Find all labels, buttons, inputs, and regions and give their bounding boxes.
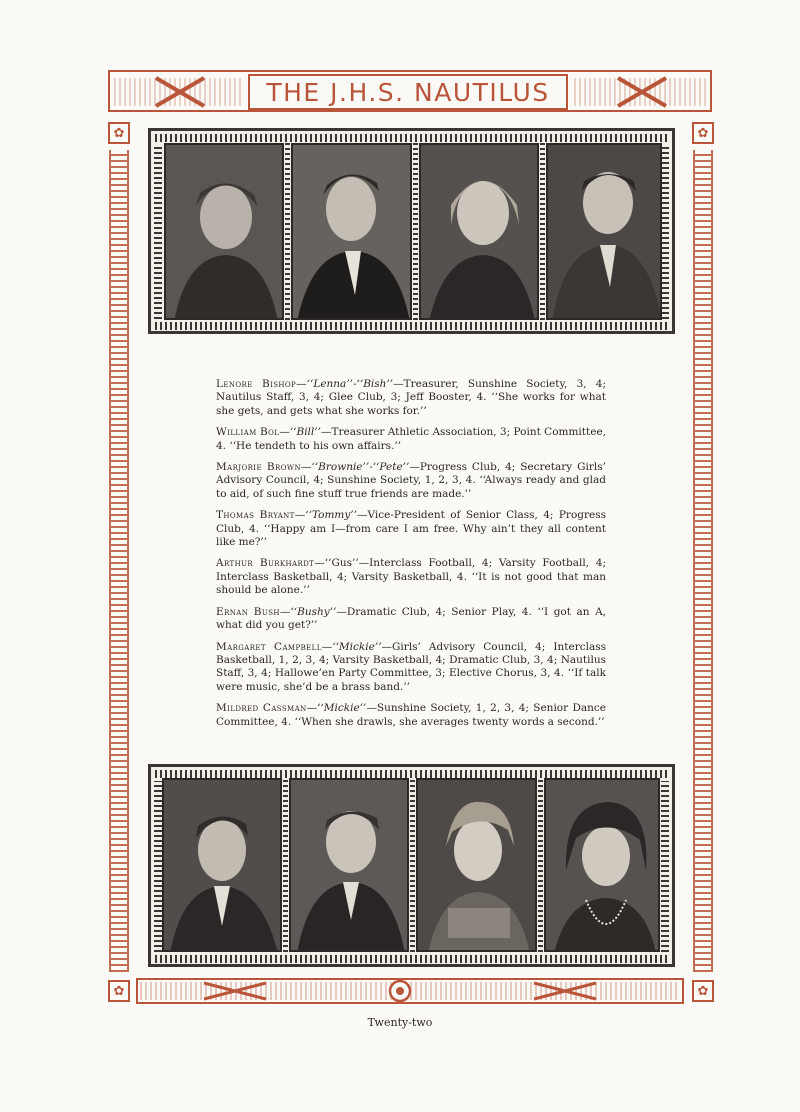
portrait-photo	[289, 778, 409, 952]
biography-entry: Marjorie Brown—‘‘Brownie’’-‘‘Pete’’—Progress Club, 4; Secretary Girls’ Advisory Council, 4; Sunshine Society, 1, 2, 3, 4. ‘‘Always ready and glad to aid, of such fine stuff true friends are made.’’	[216, 461, 606, 500]
portrait-photo	[546, 143, 662, 320]
right-border-rail	[693, 150, 713, 972]
portrait-photo	[162, 778, 282, 952]
banner-cross-left-icon	[150, 74, 210, 110]
footer-cross-left-icon	[200, 980, 270, 1002]
biography-entry: Mildred Cassman—‘‘Mickie’’—Sunshine Society, 1, 2, 3, 4; Senior Dance Committee, 4. ‘‘When she drawls, she averages twenty words a second.’’	[216, 702, 606, 728]
biography-entry: Arthur Burkhardt—‘‘Gus’’—Interclass Football, 4; Varsity Football, 4; Interclass Basketball, 4; Varsity Basketball, 4. ‘‘It is not good that man should be alone.’’	[216, 557, 606, 597]
portrait-photo	[291, 143, 412, 320]
portrait-photo	[164, 143, 284, 320]
rosette-icon: ✿	[108, 122, 130, 144]
portrait-photo	[416, 778, 537, 952]
rosette-icon: ✿	[108, 980, 130, 1002]
footer-medallion-icon	[386, 978, 414, 1004]
biography-list	[216, 378, 606, 737]
left-border-rail	[109, 150, 129, 972]
biography-entry: Lenore Bishop—‘‘Lenna’’-‘‘Bish’’—Treasurer, Sunshine Society, 3, 4; Nautilus Staff, 3, 4; Glee Club, 3; Jeff Booster, 4. ‘‘She works for what she gets, and gets what she works for.’’	[216, 378, 606, 417]
rosette-icon: ✿	[692, 122, 714, 144]
portrait-photo	[544, 778, 660, 952]
rosette-icon: ✿	[692, 980, 714, 1002]
biography-entry: Thomas Bryant—‘‘Tommy’’—Vice-President of Senior Class, 4; Progress Club, 4. ‘‘Happy am I—from care I am free. Why ain’t they all content like me?’’	[216, 509, 606, 549]
page-title: THE J.H.S. NAUTILUS	[248, 74, 568, 110]
portrait-photo	[419, 143, 539, 320]
biography-entry: Ernan Bush—‘‘Bushy’’—Dramatic Club, 4; Senior Play, 4. ‘‘I got an A, what did you get?’’	[216, 605, 606, 632]
banner-cross-right-icon	[612, 74, 672, 110]
footer-cross-right-icon	[530, 980, 600, 1002]
biography-entry: William Bol—‘‘Bill’’—Treasurer Athletic Association, 3; Point Committee, 4. ‘‘He tendeth to his own affairs.’’	[216, 426, 606, 452]
page-number: Twenty-two	[367, 1016, 433, 1029]
biography-entry: Margaret Campbell—‘‘Mickie’’—Girls’ Advisory Council, 4; Interclass Basketball, 1, 2, 3, 4; Varsity Basketball, 4; Dramatic Club, 3, 4; Nautilus Staff, 3, 4; Hallowe’en Party Committee, 3; Elective Chorus, 3, 4. ‘‘If talk were music, she’d be a brass band.’’	[216, 640, 606, 693]
